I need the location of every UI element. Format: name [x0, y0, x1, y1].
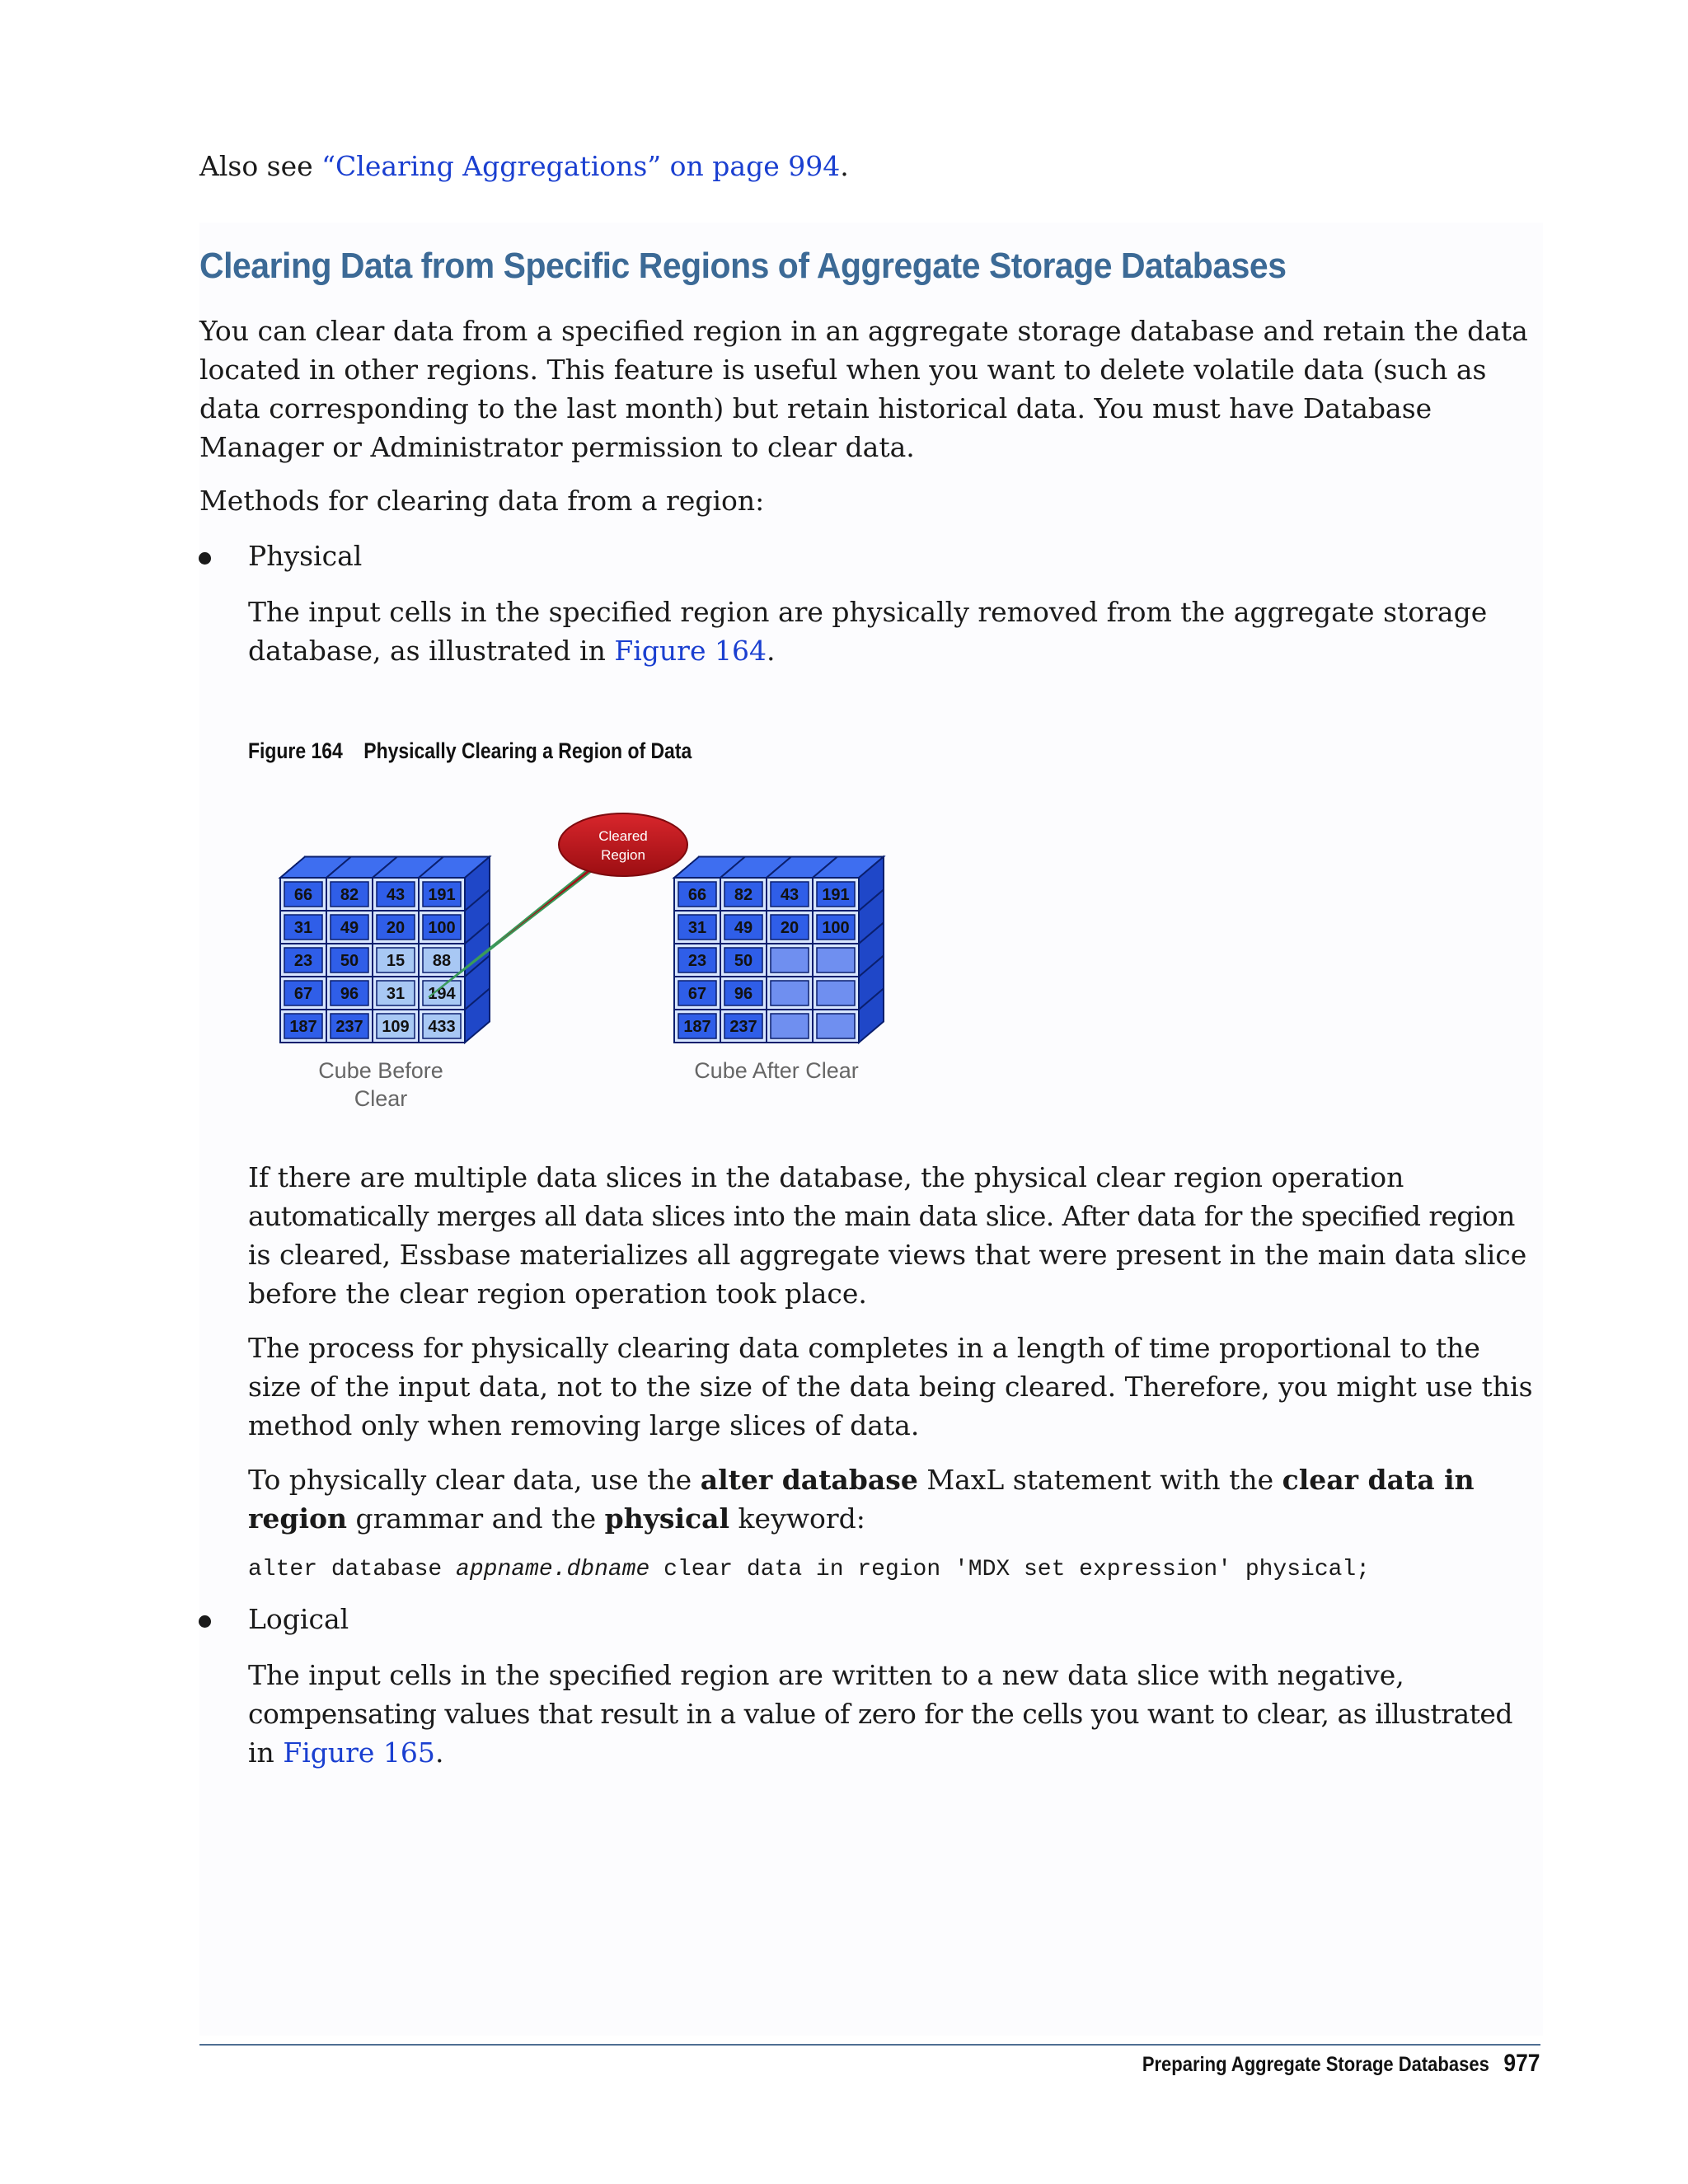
instr-text: To physically clear data, use the — [248, 1464, 701, 1496]
desc-line: database, as illustrated in — [248, 635, 615, 667]
cube-cell-value: 88 — [432, 952, 452, 970]
code-italic: appname.dbname — [456, 1557, 650, 1582]
cube-cell-value: 96 — [734, 985, 753, 1003]
cube-cell-value: 82 — [734, 886, 753, 904]
figure-number: Figure 164 — [248, 738, 343, 763]
bullet-icon — [199, 552, 211, 565]
bullet-label-physical: Physical — [248, 540, 363, 572]
bullet-icon — [199, 1615, 211, 1628]
intro-line: You can clear data from a specified region in an aggregate storage database and retain the data — [199, 315, 1528, 347]
instr-bold: region — [248, 1502, 347, 1535]
desc-line: in — [248, 1736, 284, 1769]
code-part: clear data in region 'MDX set expression' physical; — [649, 1557, 1371, 1582]
cube-cell-value: 191 — [822, 886, 850, 904]
cube-before-label: Clear — [354, 1086, 408, 1111]
figure-title: Physically Clearing a Region of Data — [363, 738, 692, 763]
desc-line: The input cells in the specified region are physically removed from the aggregate storage — [248, 596, 1488, 628]
cube-cell-value: 43 — [780, 886, 799, 904]
cube-cell — [817, 981, 855, 1005]
cube-cell-value: 31 — [293, 919, 313, 937]
cube-cell-value: 20 — [780, 919, 799, 937]
para-line: method only when removing large slices of data. — [248, 1409, 920, 1441]
instr-bold: alter database — [700, 1464, 918, 1496]
cube-cell-value: 109 — [382, 1018, 410, 1036]
instr-text: MaxL statement with the — [917, 1464, 1282, 1496]
see-also-suffix: . — [840, 150, 849, 182]
footer-rule — [199, 2044, 1540, 2046]
cube-cell-value: 194 — [428, 985, 456, 1003]
cube-cell-value: 187 — [683, 1018, 711, 1036]
cube-cell-value: 82 — [340, 886, 359, 904]
maxl-code — [248, 1557, 1370, 1582]
instruction-paragraph — [248, 1460, 1475, 1538]
cube-cell-value: 100 — [822, 919, 850, 937]
cube-cell-value: 237 — [729, 1018, 757, 1036]
code-part: alter database — [248, 1557, 457, 1582]
see-also-line — [199, 147, 849, 185]
desc-suffix: . — [434, 1736, 444, 1769]
figure-165-link[interactable]: Figure 165 — [283, 1736, 435, 1769]
cube-cell-value: 31 — [687, 919, 707, 937]
para-line: before the clear region operation took place. — [248, 1277, 867, 1310]
instr-bold: clear data in — [1282, 1464, 1475, 1496]
instr-bold: physical — [604, 1502, 730, 1535]
para-line: is cleared, Essbase materializes all aggregate views that were present in the main data slice — [248, 1239, 1527, 1271]
cube-cell-value: 187 — [289, 1018, 317, 1036]
cube-cell-value: 43 — [386, 886, 406, 904]
desc-suffix: . — [766, 635, 776, 667]
time-paragraph — [248, 1329, 1533, 1445]
instr-text: grammar and the — [347, 1502, 605, 1535]
cube-cell-value: 23 — [293, 952, 313, 970]
cube-cell — [771, 948, 809, 972]
cube-cell — [817, 948, 855, 972]
cube-cell-value: 15 — [386, 952, 406, 970]
cube-cell-value: 67 — [293, 985, 313, 1003]
para-line: The process for physically clearing data completes in a length of time proportional to the — [248, 1332, 1480, 1364]
cube-cell — [817, 1014, 855, 1038]
logical-description — [248, 1656, 1512, 1772]
see-also-link[interactable]: “Clearing Aggregations” on page 994 — [321, 150, 841, 182]
intro-line: Manager or Administrator permission to clear data. — [199, 431, 915, 463]
cube-cell-value: 49 — [340, 919, 359, 937]
figure-164-link[interactable]: Figure 164 — [614, 635, 767, 667]
footer-title: Preparing Aggregate Storage Databases — [1142, 2053, 1489, 2076]
para-line: size of the input data, not to the size of the data being cleared. Therefore, you might use this — [248, 1371, 1533, 1403]
figure-164-illustration — [272, 812, 964, 1117]
page-footer — [1142, 2050, 1540, 2078]
desc-line: The input cells in the specified region are written to a new data slice with negative, — [248, 1659, 1404, 1691]
cube-cell-value: 20 — [386, 919, 406, 937]
cube-cell-value: 67 — [687, 985, 707, 1003]
cube-cell-value: 100 — [428, 919, 456, 937]
desc-line: compensating values that result in a value of zero for the cells you want to clear, as illustrated — [248, 1698, 1513, 1730]
cube-cell — [771, 1014, 809, 1038]
intro-line: data corresponding to the last month) but retain historical data. You must have Database — [199, 392, 1432, 424]
physical-description — [248, 593, 1487, 670]
intro-line: located in other regions. This feature is useful when you want to delete volatile data (such as — [199, 354, 1487, 386]
methods-intro: Methods for clearing data from a region: — [199, 485, 765, 517]
cube-cell-value: 66 — [293, 886, 313, 904]
cube-cell-value: 433 — [428, 1018, 456, 1036]
cube-cell-value: 23 — [687, 952, 707, 970]
para-line: automatically merges all data slices into the main data slice. After data for the specified region — [248, 1200, 1515, 1232]
cube-cell-value: 66 — [687, 886, 707, 904]
cube-cell-value: 96 — [340, 985, 359, 1003]
cube-before-label: Cube Before — [318, 1058, 443, 1083]
cube-cell-value: 49 — [734, 919, 753, 937]
cube-cell-value: 31 — [386, 985, 406, 1003]
cube-cell-value: 50 — [734, 952, 753, 970]
page-number: 977 — [1503, 2050, 1540, 2077]
bullet-label-logical: Logical — [248, 1603, 349, 1635]
callout-line: Region — [601, 847, 645, 863]
callout-line: Cleared — [598, 828, 648, 844]
instr-text: keyword: — [729, 1502, 865, 1535]
section-heading: Clearing Data from Specific Regions of Aggregate Storage Databases — [199, 246, 1287, 286]
para-line: If there are multiple data slices in the database, the physical clear region operation — [248, 1161, 1404, 1193]
see-also-prefix: Also see — [199, 150, 322, 182]
cube-cell-value: 50 — [340, 952, 359, 970]
cube-before — [280, 857, 490, 1043]
cube-after — [674, 857, 884, 1043]
intro-paragraph — [199, 312, 1528, 466]
merge-paragraph — [248, 1158, 1526, 1313]
figure-caption — [248, 738, 692, 764]
cube-cell — [771, 981, 809, 1005]
cube-after-label: Cube After Clear — [694, 1058, 859, 1083]
cube-cell-value: 237 — [335, 1018, 363, 1036]
cube-cell-value: 191 — [428, 886, 456, 904]
